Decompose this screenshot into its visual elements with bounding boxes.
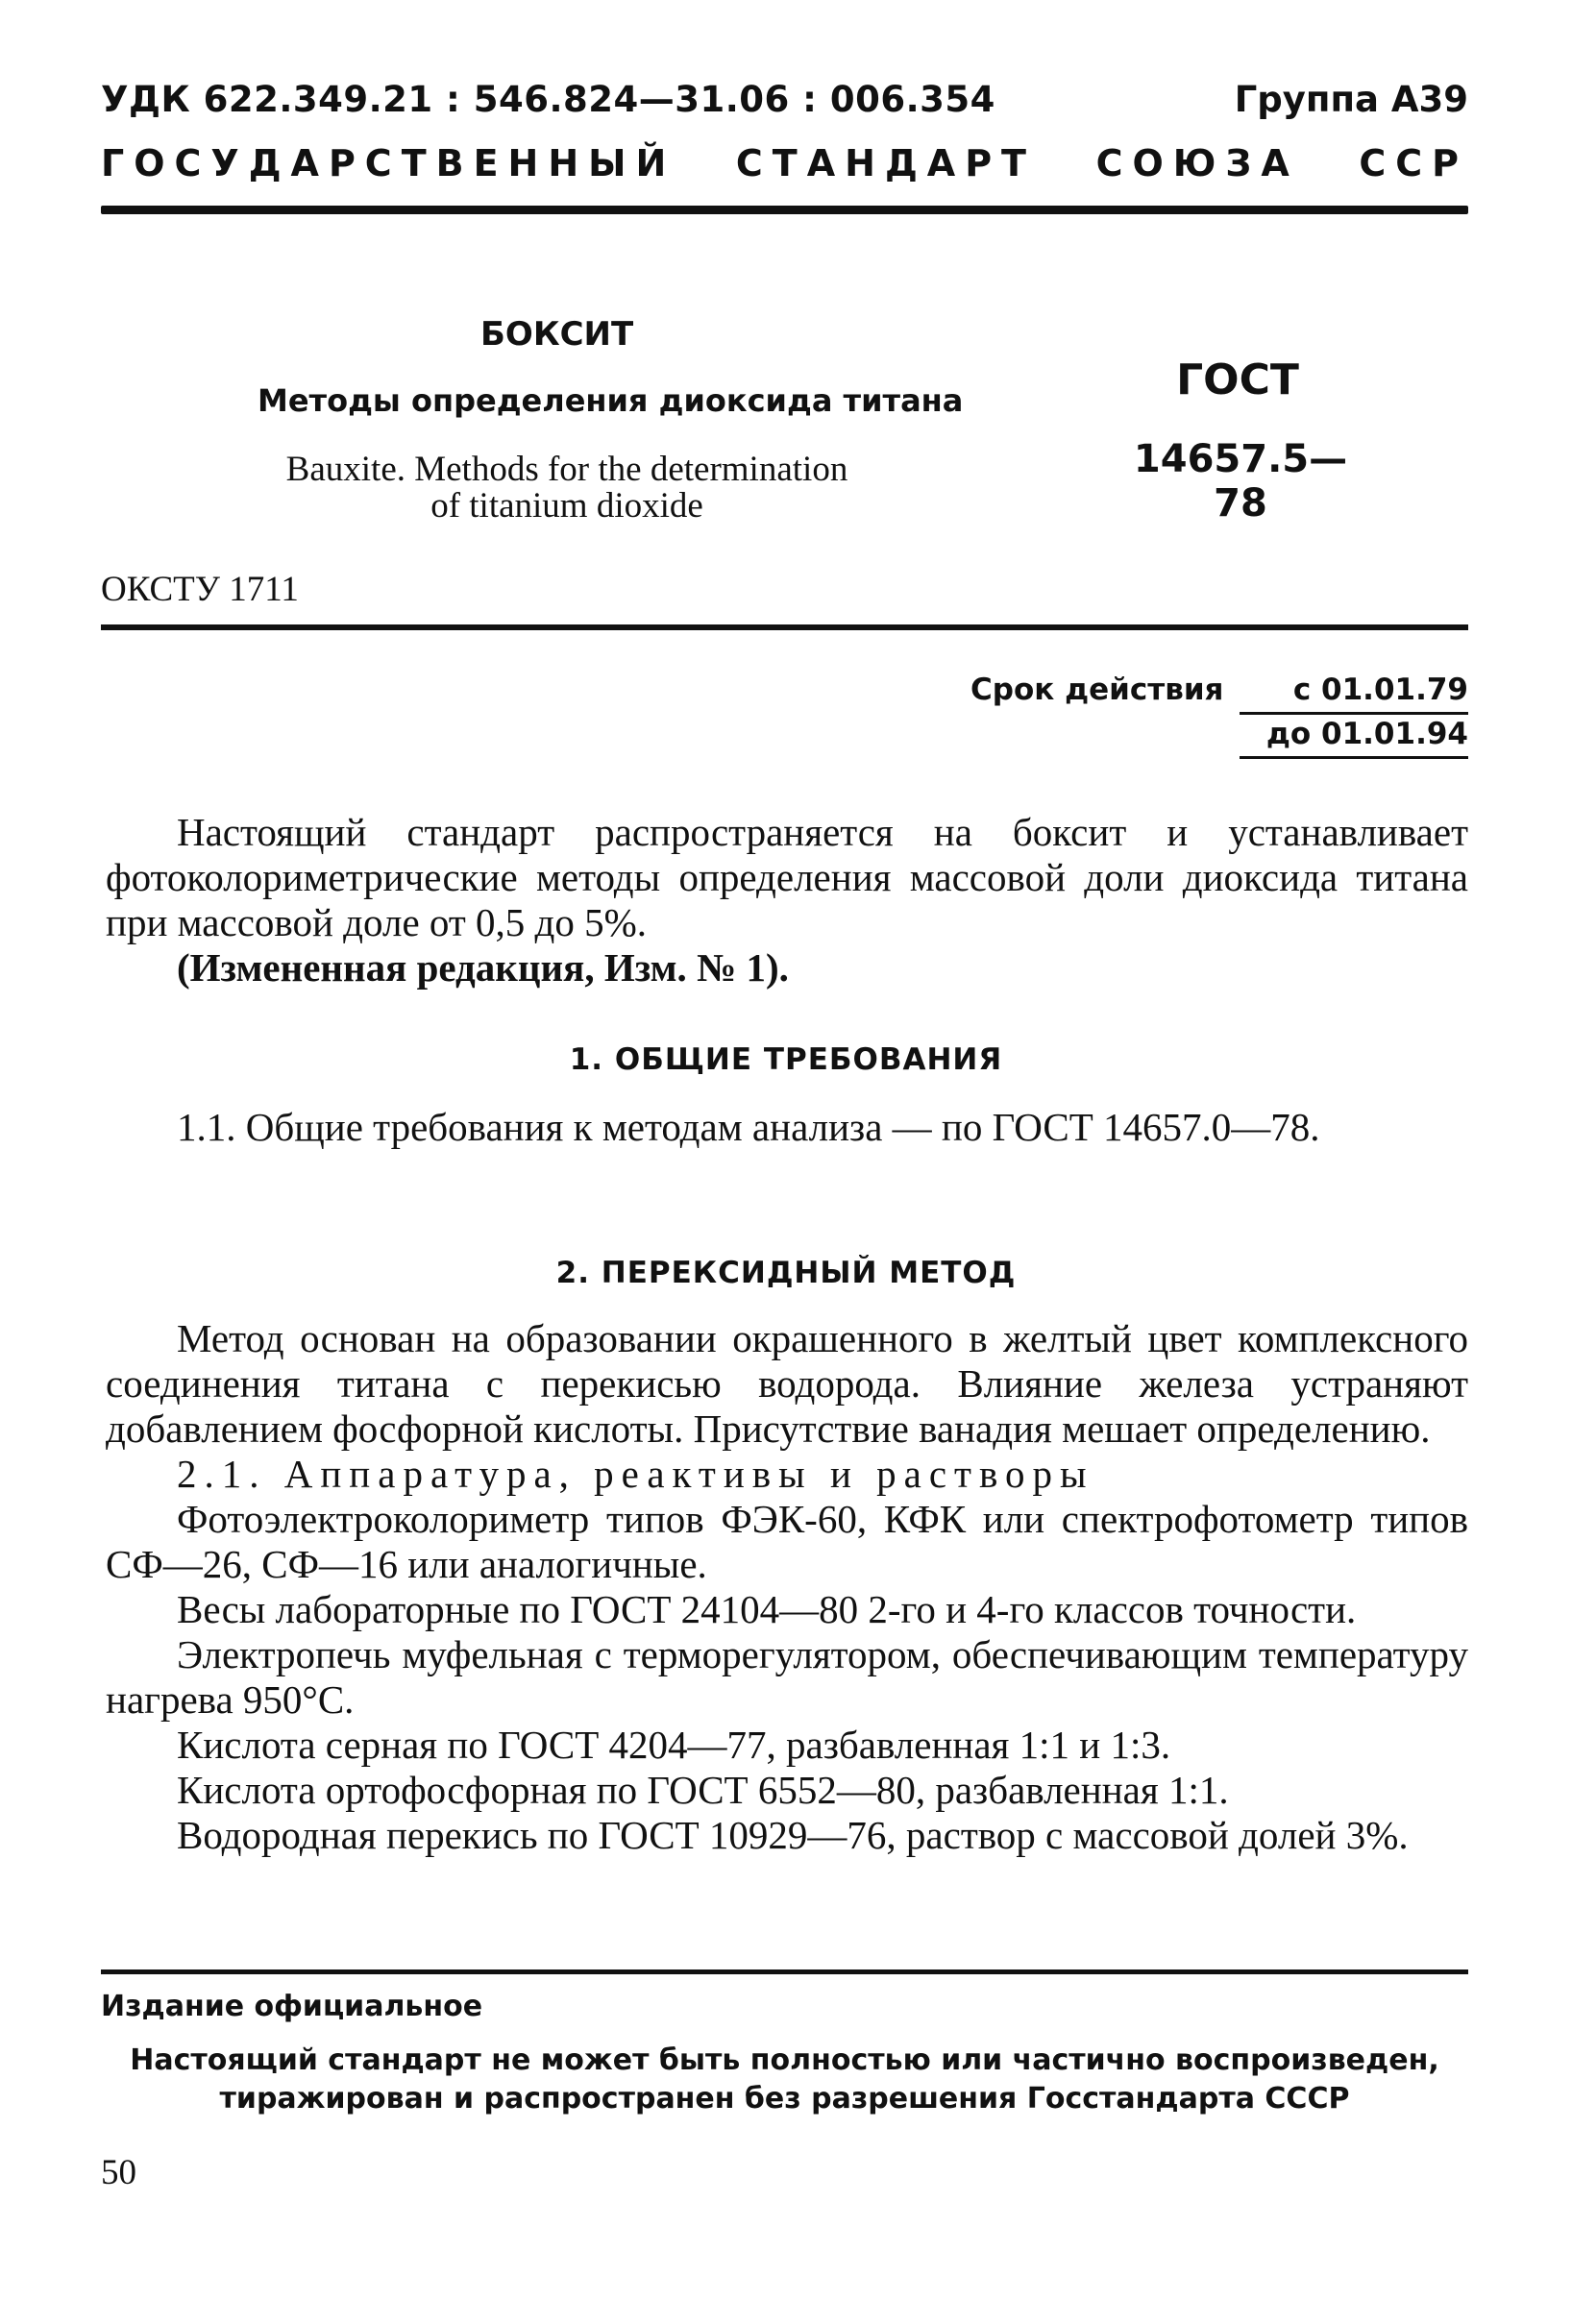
section-1-body: [106, 1105, 1468, 1150]
udk-code: УДК 622.349.21 : 546.824—31.06 : 006.354: [101, 79, 995, 120]
okstu-code: ОКСТУ 1711: [101, 570, 299, 609]
footer-rule: [101, 1969, 1468, 1974]
validity-from: с 01.01.79: [1292, 673, 1468, 707]
banner-word-2: СТАНДАРТ: [735, 142, 1036, 184]
state-standard-banner: [101, 142, 1468, 184]
list-item: Весы лабораторные по ГОСТ 24104—80 2-го и 4-го классов точности.: [177, 1587, 1357, 1631]
document-subtitle-ru: Методы определения диоксида титана: [258, 382, 964, 419]
list-item: Кислота серная по ГОСТ 4204—77, разбавленная 1:1 и 1:3.: [177, 1723, 1171, 1767]
header-rule: [101, 206, 1468, 214]
document-subtitle-en: [240, 452, 894, 525]
notice-line-1: Настоящий стандарт не может быть полностью или частично воспроизведен,: [130, 2043, 1439, 2077]
gost-label: ГОСТ: [1176, 355, 1299, 404]
intro-paragraph: Настоящий стандарт распространяется на боксит и устанавливает фотоколориметрические методы определения массовой доли диоксида титана при массовой доле от 0,5 до 5%.: [106, 810, 1468, 944]
gost-number: 14657.5—78: [1133, 437, 1348, 526]
list-item: Электропечь муфельная с терморегулятором, обеспечивающим температуру нагрева 950°С.: [106, 1632, 1468, 1722]
group-code: Группа А39: [1234, 79, 1468, 120]
amendment-note: (Измененная редакция, Изм. № 1).: [177, 945, 789, 990]
validity-rule-2: [1240, 756, 1468, 759]
validity-label: Срок действия: [970, 673, 1224, 707]
subtitle-en-line1: Bauxite. Methods for the determination: [285, 450, 848, 489]
official-edition-label: Издание официальное: [101, 1990, 483, 2023]
validity-to: до 01.01.94: [1265, 717, 1468, 751]
subsection-2-1-heading: 2.1. Аппаратура, реактивы и растворы: [177, 1452, 1094, 1496]
section-2-intro: Метод основан на образовании окрашенного в желтый цвет комплексного соединения титана с перекисью водорода. Влияние железа устраняют добавлением фосфорной кислоты. Присутствие ванадия мешает определению.: [106, 1316, 1468, 1451]
copyright-notice: [101, 2042, 1468, 2118]
list-item: Водородная перекись по ГОСТ 10929—76, раствор с массовой долей 3%.: [177, 1813, 1409, 1857]
notice-line-2: тиражирован и распространен без разрешения Госстандарта СССР: [219, 2082, 1350, 2116]
subtitle-en-line2: of titanium dioxide: [430, 486, 703, 526]
document-title: БОКСИТ: [480, 315, 634, 354]
banner-word-3: СОЮЗА: [1095, 142, 1299, 184]
validity-rule-1: [1240, 712, 1468, 715]
section-2-heading: 2. ПЕРЕКСИДНЫЙ МЕТОД: [555, 1256, 1017, 1290]
page-number: 50: [101, 2153, 136, 2192]
title-rule: [101, 624, 1468, 630]
section-1-paragraph: 1.1. Общие требования к методам анализа — по ГОСТ 14657.0—78.: [177, 1105, 1320, 1149]
list-item: Кислота ортофосфорная по ГОСТ 6552—80, разбавленная 1:1.: [177, 1768, 1229, 1812]
section-1-heading: 1. ОБЩИЕ ТРЕБОВАНИЯ: [569, 1042, 1003, 1077]
intro-block: [106, 810, 1468, 991]
section-2-body: [106, 1316, 1468, 1858]
banner-word-4: ССР: [1359, 142, 1468, 184]
banner-word-1: ГОСУДАРСТВЕННЫЙ: [101, 142, 676, 184]
list-item: Фотоэлектроколориметр типов ФЭК-60, КФК или спектрофотометр типов СФ—26, СФ—16 или аналогичные.: [106, 1497, 1468, 1586]
